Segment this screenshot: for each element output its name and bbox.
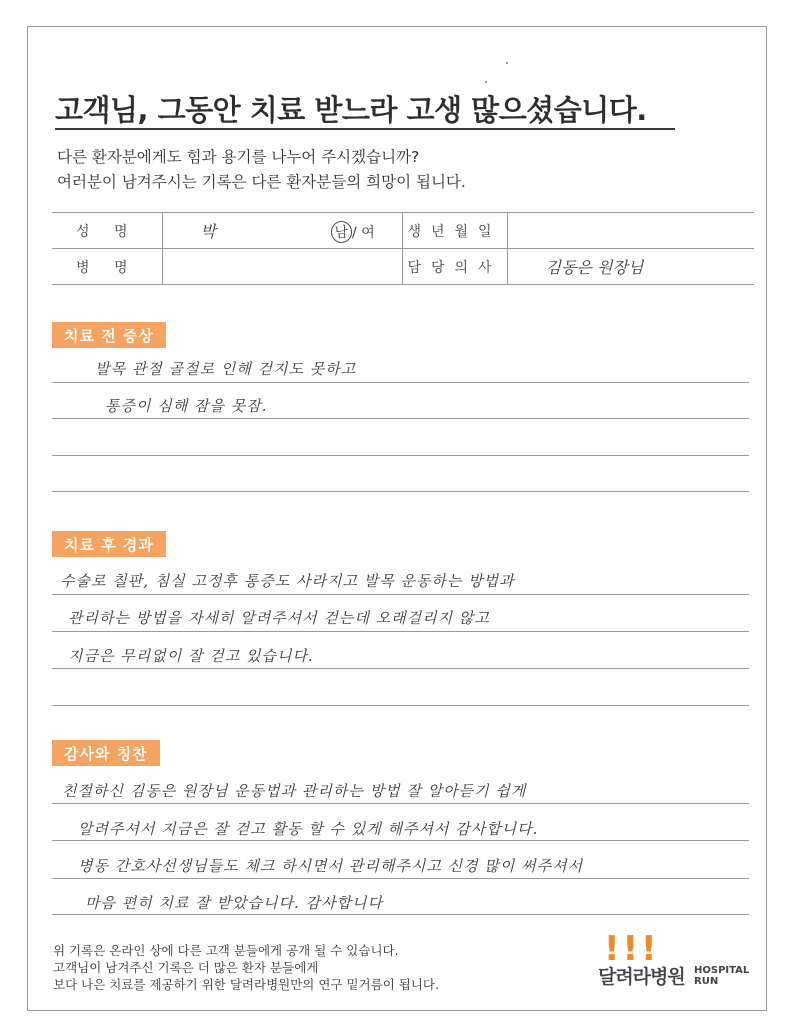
writing-line	[52, 914, 749, 915]
footer-line-1: 위 기록은 온라인 상에 다른 고객 분들에게 공개 될 수 있습니다.	[53, 943, 399, 958]
subtitle-line-1: 다른 환자분에게도 힘과 용기를 나누어 주시겠습니까?	[57, 148, 420, 166]
doctor-label: 담당의사	[402, 249, 507, 285]
name-cell	[162, 213, 402, 249]
after-line-3: 지금은 무리없이 잘 걷고 있습니다.	[68, 647, 314, 665]
after-line-2: 관리하는 방법을 자세히 알려주셔서 걷는데 오래걸리지 않고	[68, 609, 490, 627]
writing-line	[52, 631, 749, 632]
section-title-thanks: 감사와 칭찬	[52, 740, 160, 766]
before-line-1: 발목 관절 골절로 인해 걷지도 못하고	[95, 360, 357, 378]
birth-label: 생년월일	[402, 213, 507, 249]
writing-line	[52, 455, 749, 456]
before-line-2: 통증이 심해 잠을 못잠.	[105, 397, 268, 415]
name-label: 성 명	[52, 213, 162, 249]
thanks-line-4: 마음 편히 치료 잘 받았습니다. 감사합니다	[85, 894, 383, 912]
writing-line	[52, 668, 749, 669]
writing-line	[52, 491, 749, 492]
logo-name-english	[694, 965, 749, 987]
writing-line	[52, 803, 749, 804]
after-line-1: 수술로 칠판, 침실 고정후 통증도 사라지고 발목 운동하는 방법과	[60, 572, 515, 590]
scan-dot	[506, 62, 508, 64]
thanks-line-1: 친절하신 김동은 원장님 운동법과 관리하는 방법 잘 알아듣기 쉽게	[62, 782, 527, 800]
gender-selection	[331, 225, 375, 241]
logo-exclamation-icon: !!!	[604, 929, 660, 969]
hospital-logo	[598, 929, 758, 997]
disease-label: 병 명	[52, 249, 162, 285]
name-value: 박	[200, 221, 216, 241]
thanks-line-3: 병동 간호사선생님들도 체크 하시면서 관리해주시고 신경 많이 써주셔서	[78, 857, 584, 875]
logo-en-line-1: HOSPITAL	[694, 965, 750, 976]
writing-line	[52, 594, 749, 595]
gender-separator: / 여	[352, 224, 375, 241]
title-underline	[55, 128, 675, 130]
disease-value	[162, 249, 402, 285]
patient-info-table	[52, 212, 754, 285]
section-title-before: 치료 전 증상	[52, 322, 166, 348]
doctor-value: 김동은 원장님	[545, 258, 644, 277]
thanks-line-2: 알려주셔서 지금은 잘 걷고 활동 할 수 있게 해주셔서 감사합니다.	[78, 820, 539, 838]
info-row-1	[52, 213, 754, 249]
section-title-after: 치료 후 경과	[52, 531, 166, 557]
birth-value	[507, 213, 754, 249]
writing-line	[52, 840, 749, 841]
doctor-cell	[507, 249, 754, 285]
gender-male-circled: 남	[331, 221, 353, 243]
writing-line	[52, 382, 749, 383]
writing-line	[52, 705, 749, 706]
logo-en-line-2: RUN	[694, 976, 719, 987]
logo-name-korean: 달려라병원	[598, 966, 685, 988]
info-row-2	[52, 249, 754, 285]
writing-line	[52, 878, 749, 879]
footer-line-2: 고객님이 남겨주신 기록은 더 많은 환자 분들에게	[53, 960, 319, 975]
writing-line	[52, 418, 749, 419]
scan-dot	[485, 81, 487, 83]
page-title: 고객님, 그동안 치료 받느라 고생 많으셨습니다.	[55, 93, 647, 127]
subtitle-line-2: 여러분이 남겨주시는 기록은 다른 환자분들의 희망이 됩니다.	[57, 173, 466, 191]
footer-line-3: 보다 나은 치료를 제공하기 위한 달려라병원만의 연구 밑거름이 됩니다.	[53, 977, 439, 992]
